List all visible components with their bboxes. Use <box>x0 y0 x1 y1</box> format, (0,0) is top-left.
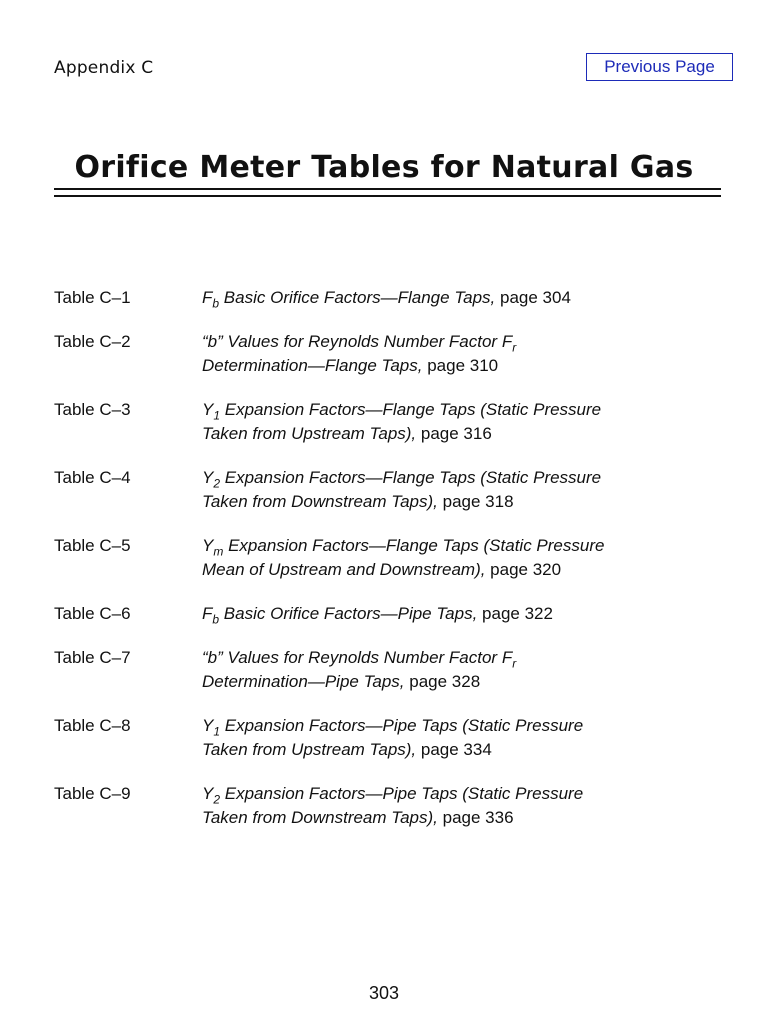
toc-description <box>202 398 734 446</box>
page-title: Orifice Meter Tables for Natural Gas <box>74 150 694 185</box>
toc-table-label: Table C–1 <box>54 288 131 307</box>
toc-description <box>202 330 734 378</box>
toc-description <box>202 714 734 762</box>
page-reference: page 318 <box>437 492 514 511</box>
symbol: Y <box>202 400 214 419</box>
toc-entry <box>54 534 734 582</box>
symbol: Y <box>202 536 214 555</box>
toc-entry <box>54 330 734 378</box>
toc-description-line <box>202 398 734 422</box>
toc-description-line <box>202 534 734 558</box>
toc-description-line <box>202 490 734 514</box>
symbol-subscript: 2 <box>213 476 221 491</box>
toc-description-line <box>202 782 734 806</box>
toc-description-line <box>202 354 734 378</box>
table-title-text: Expansion Factors—Pipe Taps (Static Pressure <box>220 716 584 735</box>
table-title-text: Determination—Flange Taps, <box>202 356 423 375</box>
table-title-text: Expansion Factors—Pipe Taps (Static Pressure <box>220 784 584 803</box>
toc-description-line <box>202 286 734 310</box>
symbol: Y <box>202 716 214 735</box>
toc-table-label: Table C–7 <box>54 648 131 667</box>
table-title-text: “b” Values for Reynolds Number Factor F <box>202 648 513 667</box>
toc-description-line <box>202 670 734 694</box>
toc-description <box>202 782 734 830</box>
symbol: F <box>202 604 213 623</box>
page-reference: page 310 <box>422 356 499 375</box>
toc-entry <box>54 714 734 762</box>
symbol: F <box>202 288 213 307</box>
toc-description <box>202 286 734 310</box>
table-title-text: Determination—Pipe Taps, <box>202 672 405 691</box>
page-reference: page 336 <box>437 808 514 827</box>
symbol-subscript: 1 <box>213 408 221 423</box>
symbol-subscript: b <box>212 296 220 311</box>
toc-entry <box>54 602 734 626</box>
toc-description-line <box>202 558 734 582</box>
table-title-text: Expansion Factors—Flange Taps (Static Pressure <box>220 400 602 419</box>
title-rule-top <box>54 188 721 190</box>
toc-table-label: Table C–6 <box>54 604 131 623</box>
toc-table-label: Table C–5 <box>54 536 131 555</box>
symbol-subscript: 2 <box>213 792 221 807</box>
table-title-text: Expansion Factors—Flange Taps (Static Pressure <box>223 536 605 555</box>
symbol-subscript: m <box>213 544 224 559</box>
symbol: Y <box>202 784 214 803</box>
table-title-text: Taken from Upstream Taps), <box>202 740 417 759</box>
table-title-text: “b” Values for Reynolds Number Factor F <box>202 332 513 351</box>
toc-entry <box>54 466 734 514</box>
page-reference: page 316 <box>416 424 492 443</box>
toc-description <box>202 534 734 582</box>
toc-description-line <box>202 422 734 446</box>
toc-entry <box>54 286 734 310</box>
table-title-text: Taken from Downstream Taps), <box>202 808 438 827</box>
toc-description <box>202 602 734 626</box>
table-title-text: Mean of Upstream and Downstream), <box>202 560 486 579</box>
toc-entry <box>54 782 734 830</box>
toc-description-line <box>202 646 734 670</box>
toc-table-label: Table C–8 <box>54 716 131 735</box>
toc-description <box>202 646 734 694</box>
page-reference: page 328 <box>404 672 481 691</box>
toc-description-line <box>202 714 734 738</box>
toc-entry <box>54 398 734 446</box>
appendix-label: Appendix C <box>54 58 154 78</box>
table-title-text: Taken from Upstream Taps), <box>202 424 417 443</box>
toc-description-line <box>202 466 734 490</box>
table-of-contents <box>54 286 734 830</box>
symbol-subscript: r <box>512 340 517 355</box>
toc-table-label: Table C–9 <box>54 784 131 803</box>
page-number: 303 <box>368 983 400 1003</box>
table-title-text: Basic Orifice Factors—Pipe Taps, <box>219 604 478 623</box>
toc-description-line <box>202 738 734 762</box>
symbol-subscript: 1 <box>213 724 221 739</box>
previous-page-button[interactable]: Previous Page <box>586 53 733 81</box>
toc-table-label: Table C–3 <box>54 400 131 419</box>
toc-entry <box>54 646 734 694</box>
page-reference: page 334 <box>416 740 492 759</box>
table-title-text: Expansion Factors—Flange Taps (Static Pressure <box>220 468 602 487</box>
title-rule-bottom <box>54 195 721 197</box>
page-reference: page 304 <box>495 288 571 307</box>
symbol-subscript: b <box>212 612 220 627</box>
symbol: Y <box>202 468 214 487</box>
toc-description-line <box>202 602 734 626</box>
toc-description-line <box>202 806 734 830</box>
table-title-text: Basic Orifice Factors—Flange Taps, <box>219 288 496 307</box>
page-reference: page 322 <box>477 604 553 623</box>
page-reference: page 320 <box>485 560 562 579</box>
toc-table-label: Table C–4 <box>54 468 131 487</box>
toc-description-line <box>202 330 734 354</box>
toc-description <box>202 466 734 514</box>
toc-table-label: Table C–2 <box>54 332 131 351</box>
symbol-subscript: r <box>512 656 517 671</box>
table-title-text: Taken from Downstream Taps), <box>202 492 438 511</box>
